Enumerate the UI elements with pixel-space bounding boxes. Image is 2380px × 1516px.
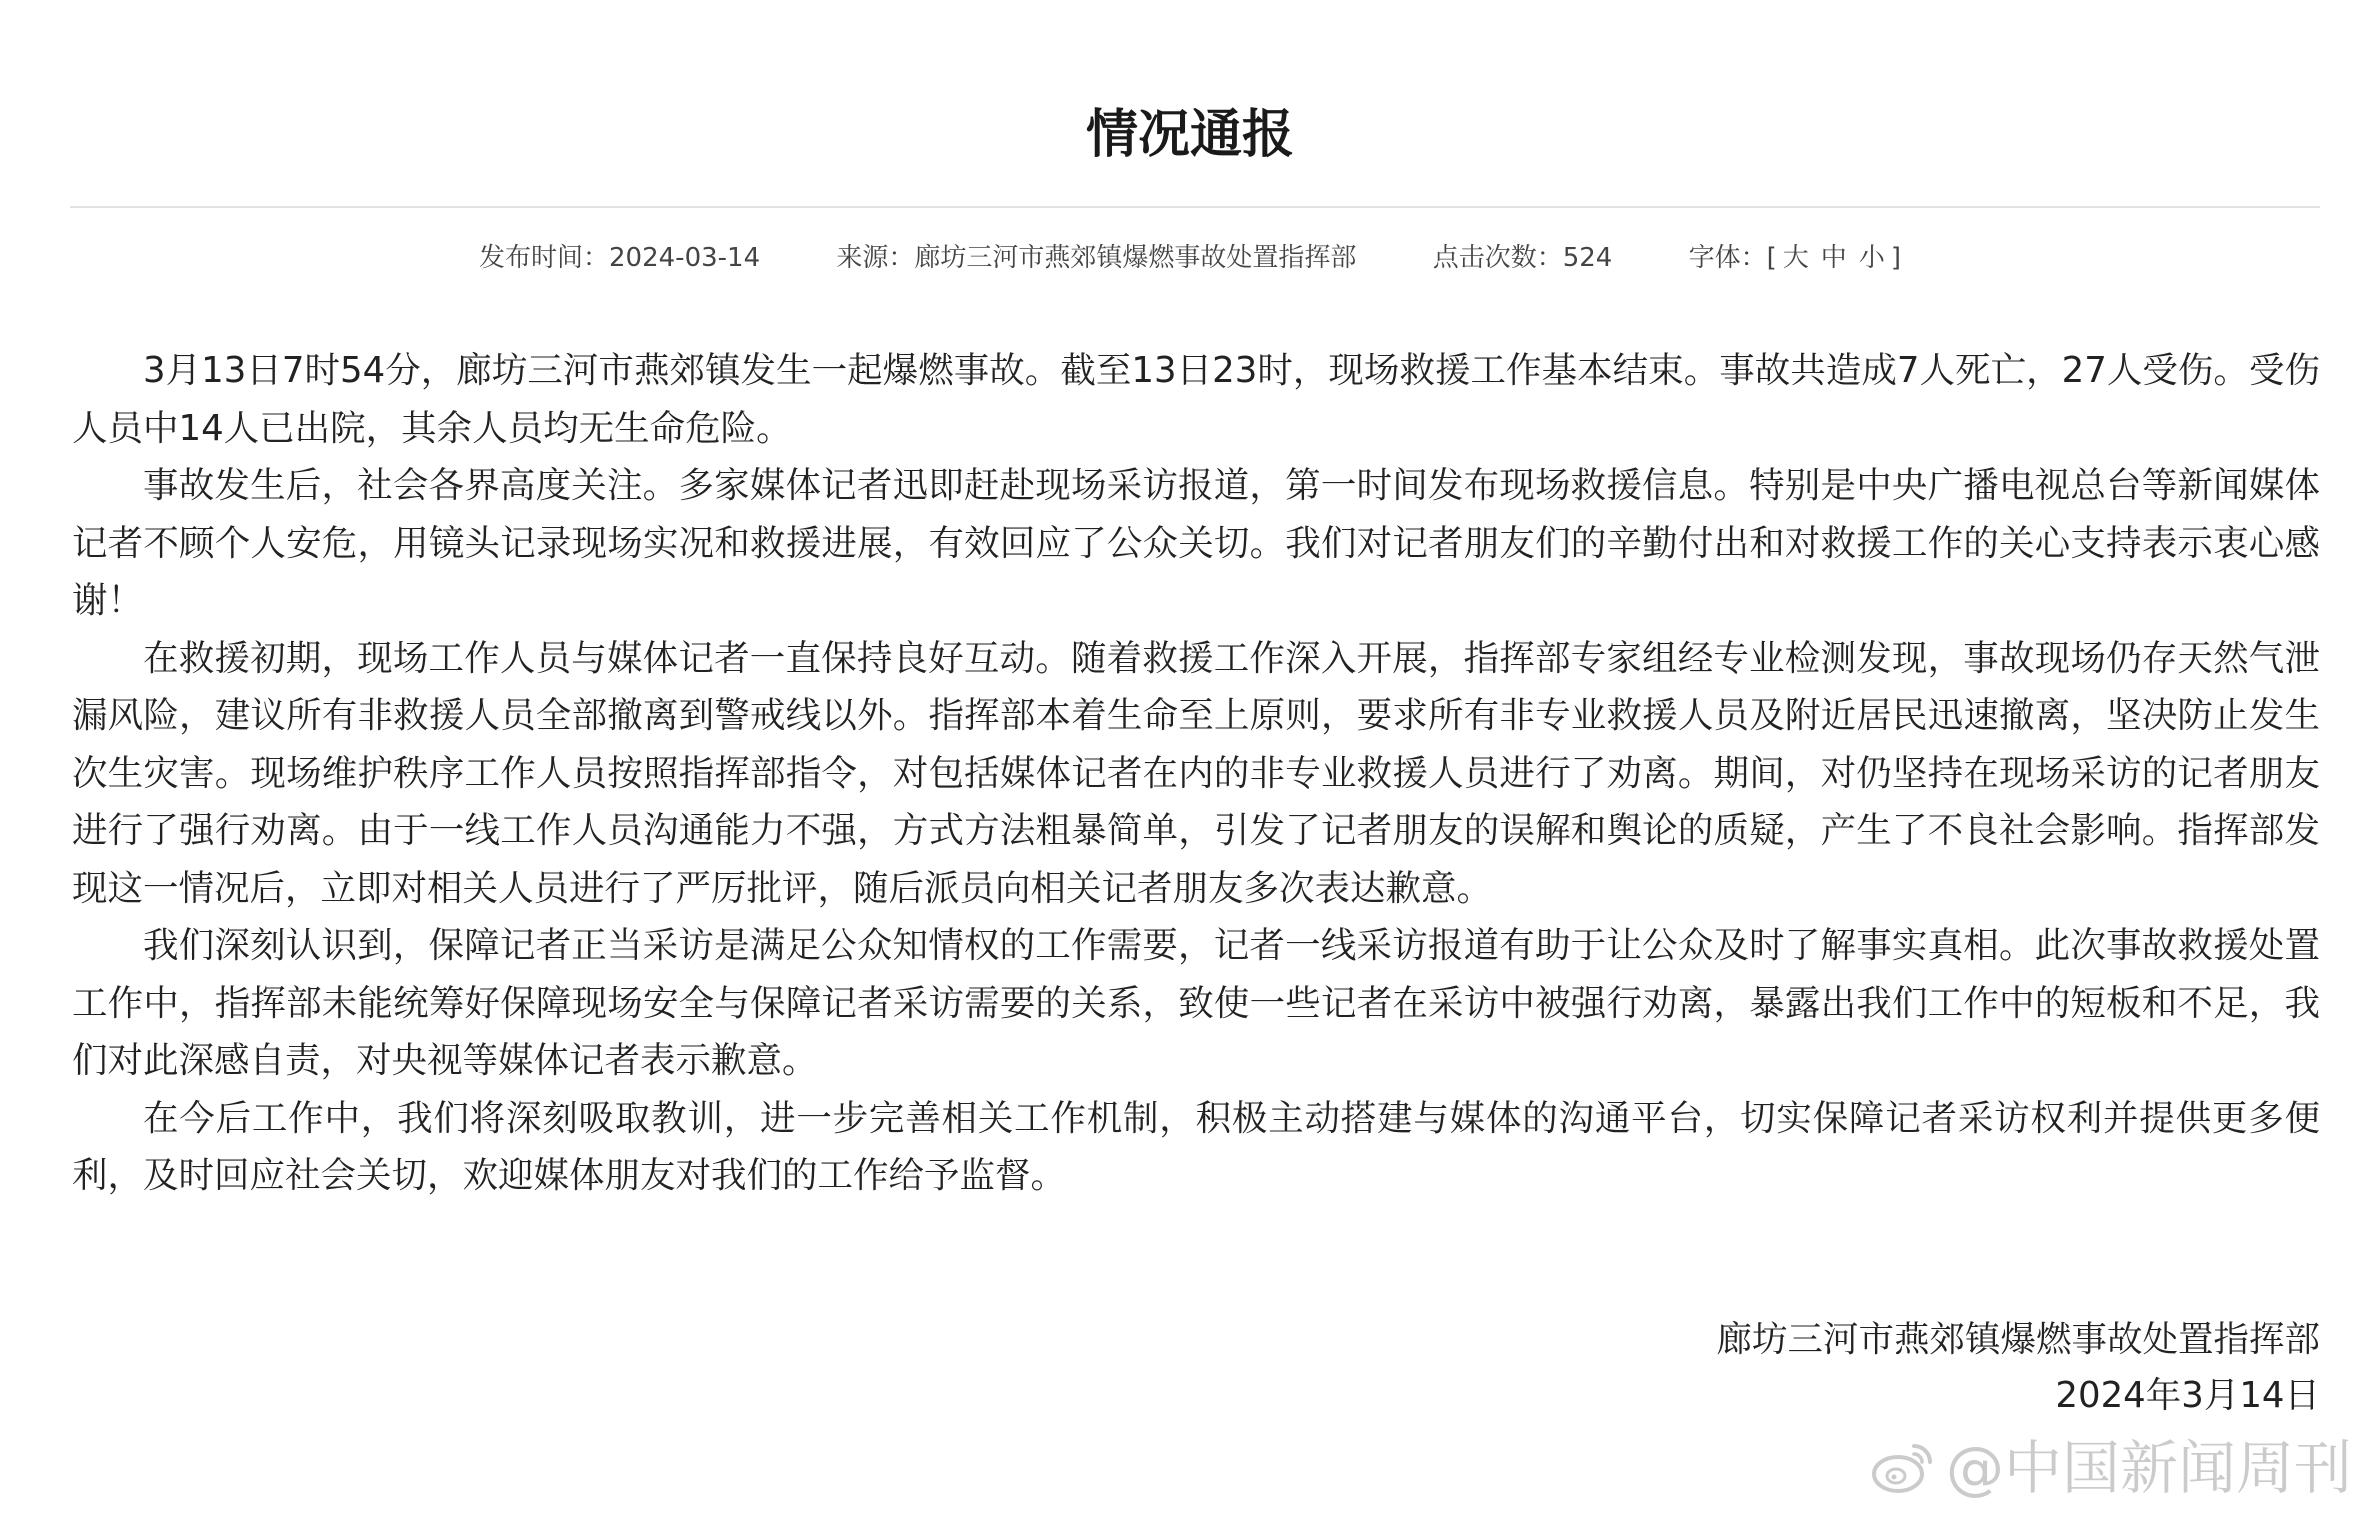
weibo-icon (1870, 1440, 1936, 1496)
article-body (72, 342, 2320, 1205)
source (836, 236, 1356, 280)
font-size-large-button[interactable]: 大 (1782, 243, 1809, 273)
font-size-label: 字体： (1688, 243, 1767, 273)
paragraph: 3月13日7时54分，廊坊三河市燕郊镇发生一起爆燃事故。截至13日23时，现场救援工作基本结束。事故共造成7人死亡，27人受伤。受伤人员中14人已出院，其余人员均无生命危险。 (72, 350, 2320, 449)
font-size-medium-button[interactable]: 中 (1820, 243, 1847, 273)
paragraph: 事故发生后，社会各界高度关注。多家媒体记者迅即赶赴现场采访报道，第一时间发布现场救援信息。特别是中央广播电视总台等新闻媒体记者不顾个人安危，用镜头记录现场实况和救援进展，有效回应了公众关切。我们对记者朋友们的辛勤付出和对救援工作的关心支持表示衷心感谢！ (72, 465, 2320, 621)
article-meta (0, 236, 2380, 280)
watermark-text: @中国新闻周刊 (1945, 1434, 2352, 1502)
font-bracket-close: ] (1890, 243, 1901, 273)
click-count (1433, 236, 1613, 280)
paragraph: 在今后工作中，我们将深刻吸取教训，进一步完善相关工作机制，积极主动搭建与媒体的沟通平台，切实保障记者采访权利并提供更多便利，及时回应社会关切，欢迎媒体朋友对我们的工作给予监督。 (72, 1097, 2320, 1196)
paragraph: 在救援初期，现场工作人员与媒体记者一直保持良好互动。随着救援工作深入开展，指挥部专家组经专业检测发现，事故现场仍存天然气泄漏风险，建议所有非救援人员全部撤离到警戒线以外。指挥部本着生命至上原则，要求所有非专业救援人员及附近居民迅速撤离，坚决防止发生次生灾害。现场维护秩序工作人员按照指挥部指令，对包括媒体记者在内的非专业救援人员进行了劝离。期间，对仍坚持在现场采访的记者朋友进行了强行劝离。由于一线工作人员沟通能力不强，方式方法粗暴简单，引发了记者朋友的误解和舆论的质疑，产生了不良社会影响。指挥部发现这一情况后，立即对相关人员进行了严厉批评，随后派员向相关记者朋友多次表达歉意。 (72, 637, 2320, 909)
source-value: 廊坊三河市燕郊镇爆燃事故处置指挥部 (914, 243, 1357, 273)
font-size-small-button[interactable]: 小 (1858, 243, 1885, 273)
click-count-value: 524 (1562, 243, 1613, 273)
watermark (1870, 1432, 2352, 1504)
click-count-label: 点击次数： (1432, 243, 1563, 273)
page-title: 情况通报 (1085, 105, 1294, 165)
publish-time (479, 236, 760, 280)
signature-organization: 廊坊三河市燕郊镇爆燃事故处置指挥部 (1716, 1319, 2320, 1360)
title-divider (70, 206, 2320, 208)
font-size-control (1689, 236, 1901, 280)
source-label: 来源： (836, 243, 915, 273)
signature-date: 2024年3月14日 (2055, 1375, 2320, 1416)
publish-time-value: 2024-03-14 (609, 243, 761, 273)
paragraph: 我们深刻认识到，保障记者正当采访是满足公众知情权的工作需要，记者一线采访报道有助于让公众及时了解事实真相。此次事故救援处置工作中，指挥部未能统筹好保障现场安全与保障记者采访需要的关系，致使一些记者在采访中被强行劝离，暴露出我们工作中的短板和不足，我们对此深感自责，对央视等媒体记者表示歉意。 (72, 925, 2320, 1081)
font-bracket-open: [ (1766, 243, 1777, 273)
publish-time-label: 发布时间： (479, 243, 610, 273)
signature-block (1716, 1312, 2320, 1424)
